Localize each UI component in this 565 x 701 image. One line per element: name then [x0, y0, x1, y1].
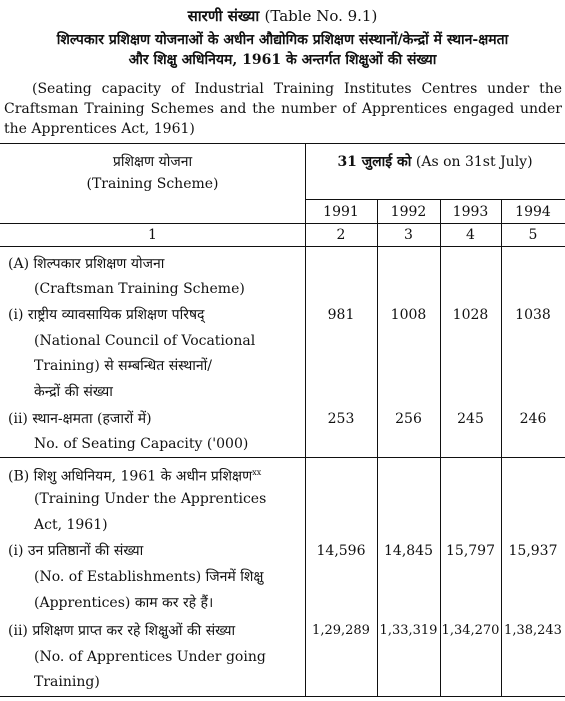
- section-b-title-english1: (Training Under the Apprentices: [34, 491, 267, 507]
- year-header-rule: [305, 199, 565, 200]
- b-row2-1994: 1,38,243: [504, 623, 562, 638]
- column-number-rule: [0, 246, 565, 247]
- b-row1-1994: 15,937: [508, 543, 558, 559]
- section-a-row1-line1: (i) राष्ट्रीय व्यावसायिक प्रशिक्षण परिषद्: [8, 307, 205, 323]
- table-bottom-rule: [0, 696, 565, 697]
- section-divider-rule: [0, 457, 565, 458]
- b-row1-1992: 14,845: [384, 543, 433, 559]
- section-a-row2-line2: No. of Seating Capacity ('000): [34, 436, 249, 452]
- a-row1-1992: 1008: [390, 307, 427, 323]
- section-b-row2-line3: Training): [34, 674, 100, 690]
- section-a-title-hindi: (A) शिल्पकार प्रशिक्षण योजना: [8, 256, 165, 272]
- section-b-row1-line3: (Apprentices) काम कर रहे हैं।: [34, 595, 214, 611]
- a-row1-1994: 1038: [515, 307, 551, 323]
- date-header-hindi: 31 जुलाई को: [337, 154, 412, 170]
- column-number-1: 1: [148, 227, 157, 243]
- b-row2-1992: 1,33,319: [379, 623, 438, 638]
- section-a-row1-line4: केन्द्रों की संख्या: [34, 384, 113, 400]
- table-number: (Table No. 9.1): [264, 7, 378, 25]
- year-1992: 1992: [390, 204, 427, 220]
- b-row1-1991: 14,596: [316, 543, 366, 559]
- column-number-2: 2: [336, 227, 346, 243]
- b-row1-1993: 15,797: [446, 543, 495, 559]
- section-b-title-english2: Act, 1961): [34, 517, 108, 533]
- section-a-title-english: (Craftsman Training Scheme): [34, 281, 245, 297]
- section-a-row1-line3: Training) से सम्बन्धित संस्थानों/: [34, 358, 213, 374]
- section-b-title-text: (B) शिशु अधिनियम, 1961 के अधीन प्रशिक्षण: [8, 468, 253, 485]
- table-heading-hindi: [0, 30, 565, 70]
- column-number-5: 5: [528, 227, 538, 243]
- section-a-row1-line2: (National Council of Vocational: [34, 333, 256, 349]
- b-row2-1993: 1,34,270: [441, 623, 500, 638]
- a-row2-1991: 253: [327, 411, 355, 427]
- year-1994: 1994: [515, 204, 551, 220]
- year-1993: 1993: [452, 204, 489, 220]
- section-b-row2-line2: (No. of Apprentices Under going: [34, 649, 266, 665]
- b-row2-1991: 1,29,289: [312, 623, 370, 638]
- scheme-header-english: (Training Scheme): [86, 176, 219, 192]
- heading-hindi-line1: शिल्पकार प्रशिक्षण योजनाओं के अधीन औद्योगिक प्रशिक्षण संस्थानों/केन्द्रों में स्थान-क्षमता: [56, 32, 509, 48]
- a-row1-1991: 981: [327, 307, 355, 323]
- a-row2-1994: 246: [519, 411, 547, 427]
- table-heading-english: (Seating capacity of Industrial Training Institutes Centres under the Craftsman Training Schemes and the number of Apprentices engaged under the Apprentices Act, 1961): [4, 81, 562, 137]
- section-b-row1-line1: (i) उन प्रतिष्ठानों की संख्या: [8, 543, 144, 559]
- table-top-rule: [0, 143, 565, 144]
- section-b-title-sup: xx: [252, 468, 262, 477]
- a-row2-1992: 256: [395, 411, 422, 427]
- a-row2-1993: 245: [457, 411, 484, 427]
- table-title: [0, 6, 565, 26]
- a-row1-1993: 1028: [452, 307, 489, 323]
- year-1991: 1991: [323, 204, 359, 220]
- section-b-row1-line2: (No. of Establishments) जिनमें शिक्षु: [34, 569, 264, 585]
- column-number-3: 3: [404, 227, 413, 243]
- date-header: [305, 153, 565, 171]
- scheme-header-hindi: प्रशिक्षण योजना: [112, 154, 193, 170]
- section-b-title-hindi: [8, 464, 261, 486]
- section-b-row2-line1: (ii) प्रशिक्षण प्राप्त कर रहे शिक्षुओं की संख्या: [8, 623, 236, 639]
- date-header-english: (As on 31st July): [415, 154, 533, 170]
- years-bottom-rule: [0, 223, 565, 224]
- section-a-row2-line1: (ii) स्थान-क्षमता (हजारों में): [8, 411, 152, 427]
- column-number-4: 4: [466, 227, 475, 243]
- heading-hindi-line2: और शिक्षु अधिनियम, 1961 के अन्तर्गत शिक्षुओं की संख्या: [128, 52, 437, 68]
- table-label-hindi: सारणी संख्या: [187, 7, 260, 25]
